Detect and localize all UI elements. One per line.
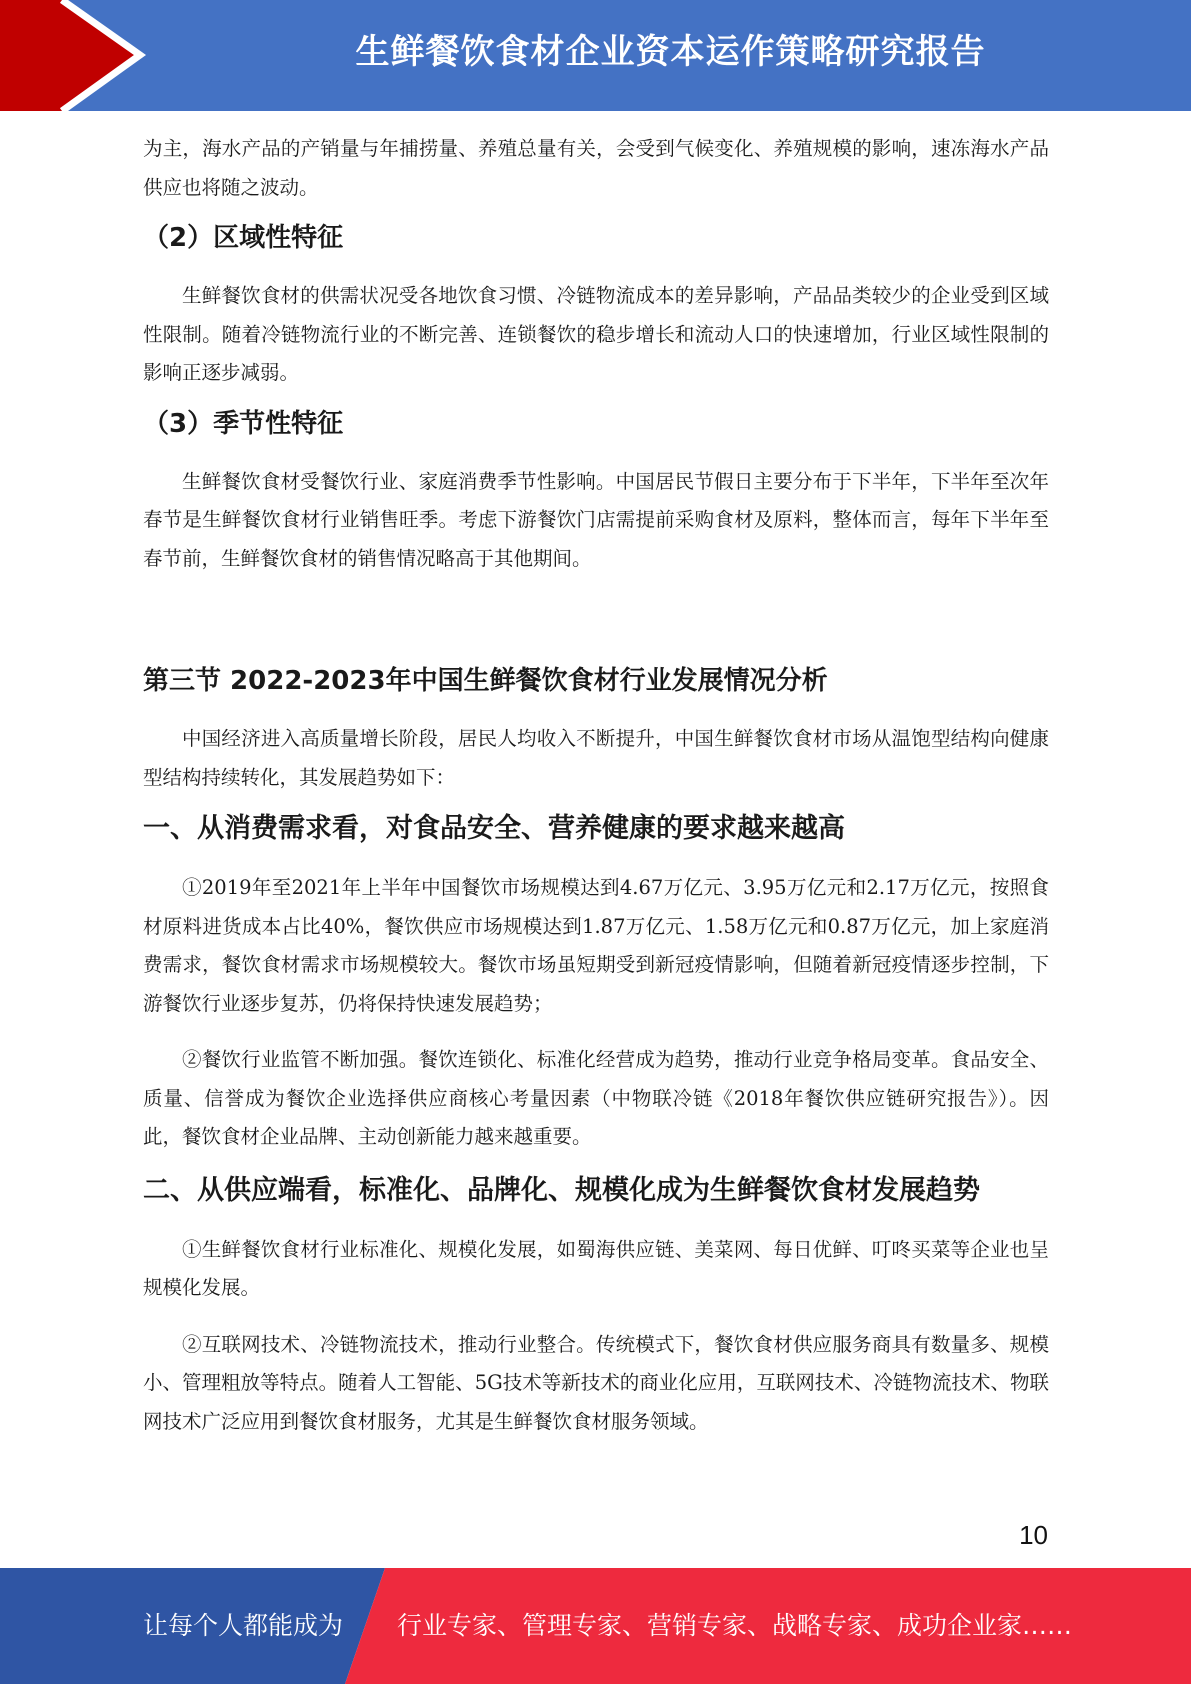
heading-regional-features: （2）区域性特征: [143, 223, 344, 253]
page-header: [0, 0, 1191, 111]
page-number: 10: [1019, 1520, 1048, 1550]
paragraph-seasonal: 生鲜餐饮食材受餐饮行业、家庭消费季节性影响。中国居民节假日主要分布于下半年，下半年至次年春节是生鲜餐饮食材行业销售旺季。考虑下游餐饮门店需提前采购食材及原料，整体而言，每年下半年至春节前，生鲜餐饮食材的销售情况略高于其他期间。: [143, 469, 1049, 570]
document-body: [143, 130, 1049, 1441]
page-footer: [0, 1568, 1191, 1684]
footer-slogan-left: 让每个人都能成为: [143, 1611, 344, 1640]
report-title: 生鲜餐饮食材企业资本运作策略研究报告: [355, 32, 986, 72]
heading-supply-side: 二、从供应端看，标准化、品牌化、规模化成为生鲜餐饮食材发展趋势: [143, 1174, 980, 1206]
footer-slogan-right: 行业专家、管理专家、营销专家、战略专家、成功企业家……: [397, 1611, 1073, 1640]
header-arrow-graphic: [0, 0, 150, 111]
paragraph-supply-side-2: ②互联网技术、冷链物流技术，推动行业整合。传统模式下，餐饮食材供应服务商具有数量多、规模小、管理粗放等特点。随着人工智能、5G技术等新技术的商业化应用，互联网技术、冷链物流技术、物联网技术广泛应用到餐饮食材服务，尤其是生鲜餐饮食材服务领域。: [143, 1332, 1049, 1433]
paragraph-intro: 为主，海水产品的产销量与年捕捞量、养殖总量有关，会受到气候变化、养殖规模的影响，速冻海水产品供应也将随之波动。: [143, 137, 1049, 199]
paragraph-consumer-demand-1: ①2019年至2021年上半年中国餐饮市场规模达到4.67万亿元、3.95万亿元和2.17万亿元，按照食材原料进货成本占比40%，餐饮供应市场规模达到1.87万亿元、1.58万亿元和0.87万亿元，加上家庭消费需求，餐饮食材需求市场规模较大。餐饮市场虽短期受到新冠疫情影响，但随着新冠疫情逐步控制，下游餐饮行业逐步复苏，仍将保持快速发展趋势；: [143, 876, 1049, 1015]
paragraph-consumer-demand-2: ②餐饮行业监管不断加强。餐饮连锁化、标准化经营成为趋势，推动行业竞争格局变革。食品安全、质量、信誉成为餐饮企业选择供应商核心考量因素（中物联冷链《2018年餐饮供应链研究报告》）。因此，餐饮食材企业品牌、主动创新能力越来越重要。: [143, 1048, 1049, 1148]
paragraph-regional: 生鲜餐饮食材的供需状况受各地饮食习惯、冷链物流成本的差异影响，产品品类较少的企业受到区域性限制。随着冷链物流行业的不断完善、连锁餐饮的稳步增长和流动人口的快速增加，行业区域性限制的影响正逐步减弱。: [143, 284, 1049, 384]
heading-consumer-demand: 一、从消费需求看，对食品安全、营养健康的要求越来越高: [143, 813, 845, 844]
heading-section-three: 第三节 2022-2023年中国生鲜餐饮食材行业发展情况分析: [143, 666, 828, 696]
paragraph-supply-side-1: ①生鲜餐饮食材行业标准化、规模化发展，如蜀海供应链、美菜网、每日优鲜、叮咚买菜等企业也呈规模化发展。: [143, 1237, 1049, 1299]
heading-seasonal-features: （3）季节性特征: [143, 408, 344, 439]
paragraph-section-three: 中国经济进入高质量增长阶段，居民人均收入不断提升，中国生鲜餐饮食材市场从温饱型结构向健康型结构持续转化，其发展趋势如下：: [143, 727, 1049, 789]
